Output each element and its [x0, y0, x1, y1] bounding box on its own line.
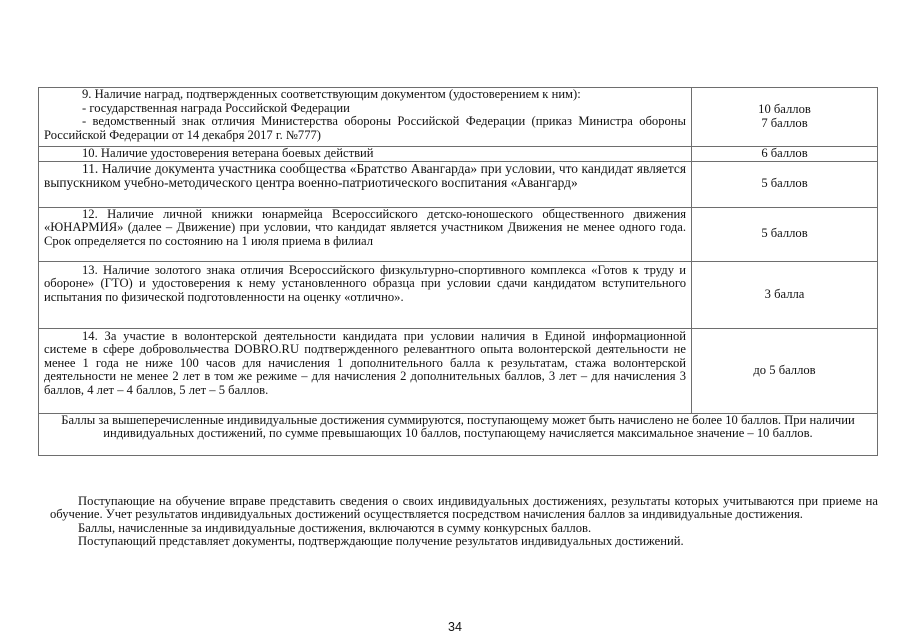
table-summary-row	[39, 413, 878, 455]
row-description: 12. Наличие личной книжки юнармейца Всероссийского детско-юношеского общественного движения «ЮНАРМИЯ» (далее – Движение) при условии, что кандидат является участником Движения не менее одного года. Срок определяется по состоянию на 1 июля приема в филиал	[39, 207, 692, 261]
paragraph: Поступающий представляет документы, подтверждающие получение результатов индивидуальных достижений.	[78, 534, 684, 549]
row-description: 10. Наличие удостоверения ветерана боевых действий	[39, 147, 692, 162]
achievements-table	[38, 87, 878, 456]
points-value: 7 баллов	[761, 116, 808, 130]
points-value: 6 баллов	[692, 147, 878, 162]
row-9-heading: 9. Наличие наград, подтвержденных соответствующим документом (удостоверением к ним):	[82, 87, 581, 101]
points-value: до 5 баллов	[692, 328, 878, 413]
row-description	[39, 88, 692, 147]
points-value: 3 балла	[692, 261, 878, 328]
points-value: 5 баллов	[692, 207, 878, 261]
paragraph: Баллы, начисленные за индивидуальные достижения, включаются в сумму конкурсных баллов.	[78, 520, 592, 535]
body-text	[50, 495, 878, 549]
summary-note: Баллы за вышеперечисленные индивидуальные достижения суммируются, поступающему может быть начислено не более 10 баллов. При наличии индивидуальных достижений, по сумме превышающих 10 баллов, поступающему начисляется максимальное значение – 10 баллов.	[39, 413, 878, 455]
points-value: 10 баллов	[758, 102, 811, 117]
row-description: 14. За участие в волонтерской деятельности кандидата при условии наличия в Единой информационной системе в сфере добровольчества DOBRO.RU подтвержденного релевантного опыта волонтерской деятельности не менее 1 года не ниже 100 часов для начисления 1 дополнительного балла к результатам, стажа волонтерской деятельности не менее 2 лет в том же режиме – для начисления 2 дополнительных баллов, 3 лет – для начисления 3 баллов, 4 лет – 4 баллов, 5 лет – 5 баллов.	[39, 328, 692, 413]
row-9-item-state-award: - государственная награда Российской Федерации	[82, 100, 350, 115]
table-row	[39, 328, 878, 413]
row-points	[692, 88, 878, 147]
table-row	[39, 88, 878, 147]
table-row	[39, 161, 878, 207]
paragraph: Поступающие на обучение вправе представить сведения о своих индивидуальных достижениях, результаты которых учитываются при приеме на обучение. Учет результатов индивидуальных достижений осуществляется посредством начисления баллов за индивидуальные достижения.	[50, 494, 878, 522]
row-description: 13. Наличие золотого знака отличия Всероссийского физкультурно-спортивного комплекса «Готов к труду и обороне» (ГТО) и удостоверения к нему установленного образца при условии сдачи кандидатом вступительного испытания по физической подготовленности на оценку «отлично».	[39, 261, 692, 328]
table-row	[39, 207, 878, 261]
row-description: 11. Наличие документа участника сообщества «Братство Авангарда» при условии, что кандидат является выпускником учебно-методического центра военно-патриотического воспитания «Авангард»	[39, 161, 692, 207]
table-row	[39, 147, 878, 162]
table-row	[39, 261, 878, 328]
page-number: 34	[448, 620, 462, 634]
points-value: 5 баллов	[692, 161, 878, 207]
row-9-item-ministry-badge: - ведомственный знак отличия Министерства обороны Российской Федерации (приказ Министра обороны Российской Федерации от 14 декабря 2017 г. №777)	[44, 114, 686, 142]
